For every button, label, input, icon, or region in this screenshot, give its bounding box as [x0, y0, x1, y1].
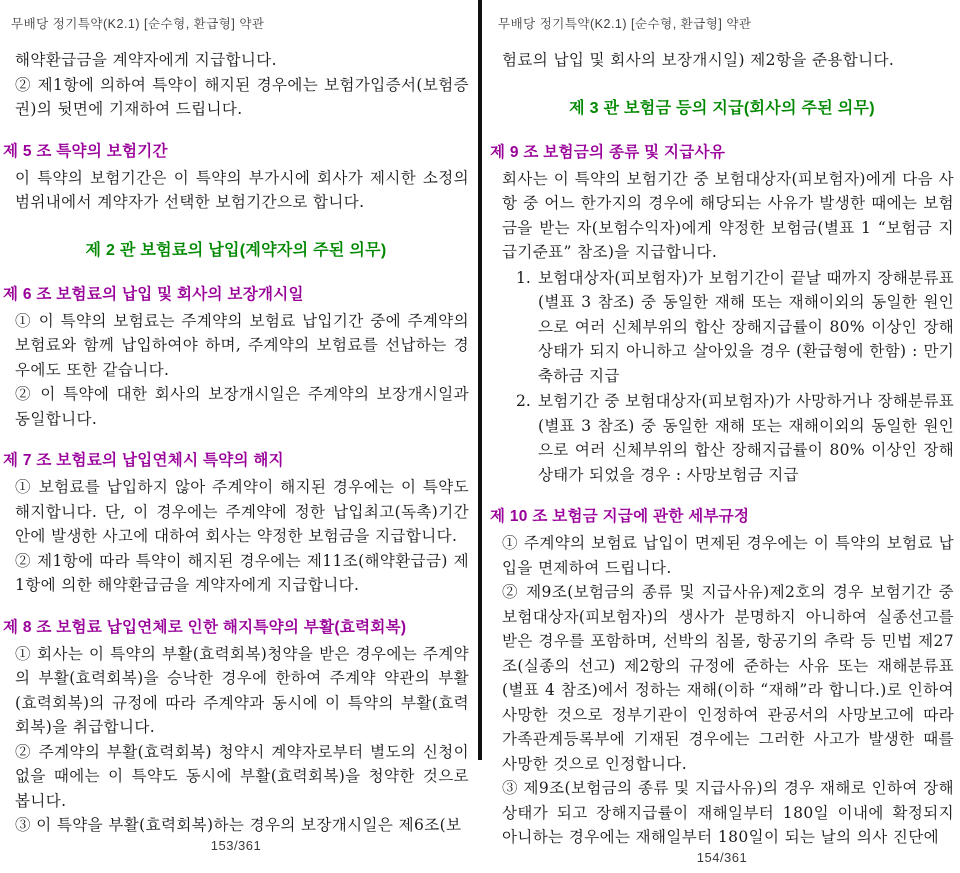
page-right [482, 0, 960, 865]
page-left [0, 0, 478, 853]
paragraph-continuation: 험료의 납입 및 회사의 보장개시일) 제2항을 준용합니다. [502, 51, 895, 69]
list-item-number: 2. [516, 392, 531, 410]
article-9-body: 회사는 이 특약의 보험기간 중 보험대상자(피보험자)에게 다음 사항 중 어느 한가지의 경우에 해당되는 사유가 발생한 때에는 보험금을 받는 자(보험수익자)에게 약정한 보험금(별표 1 “보험금 지급기준표” 참조)을 지급합니다. [502, 169, 954, 261]
running-header-left: 무배당 정기특약(K2.1) [순수형, 환급형] 약관 [11, 17, 265, 31]
article-10-paragraph-1: ① 주계약의 보험료 납입이 면제된 경우에는 이 특약의 보험료 납입을 면제하여 드립니다. [502, 534, 954, 577]
list-item [516, 266, 954, 389]
article-8-paragraph-1: ① 회사는 이 특약의 부활(효력회복)청약을 받은 경우에는 주계약의 부활(효력회복)을 승낙한 경우에 한하여 주계약 약관의 부활(효력회복)의 규정에 따라 주계약과 동시에 이 특약의 부활(효력회복)을 취급합니다. [15, 644, 469, 736]
article-7-paragraph-2: ② 제1항에 따라 특약이 해지된 경우에는 제11조(해약환급금) 제1항에 의한 해약환급금을 계약자에게 지급합니다. [15, 551, 469, 594]
article-6-title: 제 6 조 보험료의 납입 및 회사의 보장개시일 [3, 285, 304, 303]
article-7-title: 제 7 조 보험료의 납입연체시 특약의 해지 [3, 452, 284, 469]
article-10-paragraph-3: ③ 제9조(보험금의 종류 및 지급사유)의 경우 재해로 인하여 장해상태가 되고 장해지급률이 재해일부터 180일 이내에 확정되지 아니하는 경우에는 재해일부터 180일이 되는 날의 의사 진단에 [502, 779, 954, 846]
article-10-paragraph-2: ② 제9조(보험금의 종류 및 지급사유)제2호의 경우 보험기간 중 보험대상자(피보험자)의 생사가 분명하지 아니하여 실종선고를 받은 경우를 포함하며, 선박의 침몰, 항공기의 추락 등 민법 제27조(실종의 선고) 제2항의 규정에 준하는 사유 또는 재해분류표 (별표 4 참조)에서 정하는 재해(이하 “재해”라 합니다.)로 인하여 사망한 것으로 정부기관이 인정하여 관공서의 사망보고에 따라 가족관계등록부에 기재된 경우에는 그러한 사고가 발생한 때를 사망한 것으로 인정합니다. [502, 583, 954, 773]
article-6-paragraph-2: ② 이 특약에 대한 회사의 보장개시일은 주계약의 보장개시일과 동일합니다. [15, 385, 469, 428]
list-item-number: 1. [516, 268, 531, 287]
article-7-paragraph-1: ① 보험료를 납입하지 않아 주계약이 해지된 경우에는 이 특약도 해지합니다. 단, 이 경우에는 주계약에 정한 납입최고(독촉)기간 안에 발생한 사고에 대하여 회사는 약정한 보험금을 지급합니다. [15, 478, 469, 545]
article-8-title: 제 8 조 보험료 납입연체로 인한 해지특약의 부활(효력회복) [3, 618, 407, 636]
article-9-title: 제 9 조 보험금의 종류 및 지급사유 [490, 143, 726, 161]
list-item-text: 보험대상자(피보험자)가 보험기간이 끝날 때까지 장해분류표 (별표 3 참조) 중 동일한 재해 또는 재해이외의 동일한 원인으로 여러 신체부위의 합산 장해지급률이 80% 이상인 장해상태가 되지 아니하고 살아있을 경우 (환급형에 한함) : 만기축하금 지급 [538, 268, 954, 385]
list-item-text: 보험기간 중 보험대상자(피보험자)가 사망하거나 장해분류표(별표 3 참조) 중 동일한 재해 또는 재해이외의 동일한 원인으로 여러 신체부위의 합산 장해지급률이 80% 이상인 장해상태가 되었을 경우 : 사망보험금 지급 [538, 392, 954, 484]
paragraph-continuation: 해약환급금을 계약자에게 지급합니다. [15, 51, 277, 69]
page-number-left: 153/361 [210, 837, 262, 853]
list-item [516, 389, 954, 487]
section-3-title: 제 3 관 보험금 등의 지급(회사의 주된 의무) [569, 99, 875, 117]
article-8-paragraph-3: ③ 이 특약을 부활(효력회복)하는 경우의 보장개시일은 제6조(보 [15, 816, 462, 834]
section-2-title: 제 2 관 보험료의 납입(계약자의 주된 의무) [85, 241, 387, 259]
article-10-title: 제 10 조 보험금 지급에 관한 세부규정 [490, 508, 750, 525]
article-5-body: 이 특약의 보험기간은 이 특약의 부가시에 회사가 제시한 소정의 범위내에서 계약자가 선택한 보험기간으로 합니다. [15, 168, 469, 211]
paragraph: ② 제1항에 의하여 특약이 해지된 경우에는 보험가입증서(보험증권)의 뒷면에 기재하여 드립니다. [15, 75, 469, 118]
article-8-paragraph-2: ② 주계약의 부활(효력회복) 청약시 계약자로부터 별도의 신청이 없을 때에는 이 특약도 동시에 부활(효력회복)을 청약한 것으로 봅니다. [15, 742, 469, 810]
article-5-title: 제 5 조 특약의 보험기간 [3, 142, 168, 160]
article-6-paragraph-1: ① 이 특약의 보험료는 주계약의 보험료 납입기간 중에 주계약의 보험료와 함께 납입하여야 하며, 주계약의 보험료를 선납하는 경우에도 또한 같습니다. [15, 311, 469, 379]
page-number-right: 154/361 [696, 849, 748, 865]
running-header-right: 무배당 정기특약(K2.1) [순수형, 환급형] 약관 [498, 17, 752, 31]
